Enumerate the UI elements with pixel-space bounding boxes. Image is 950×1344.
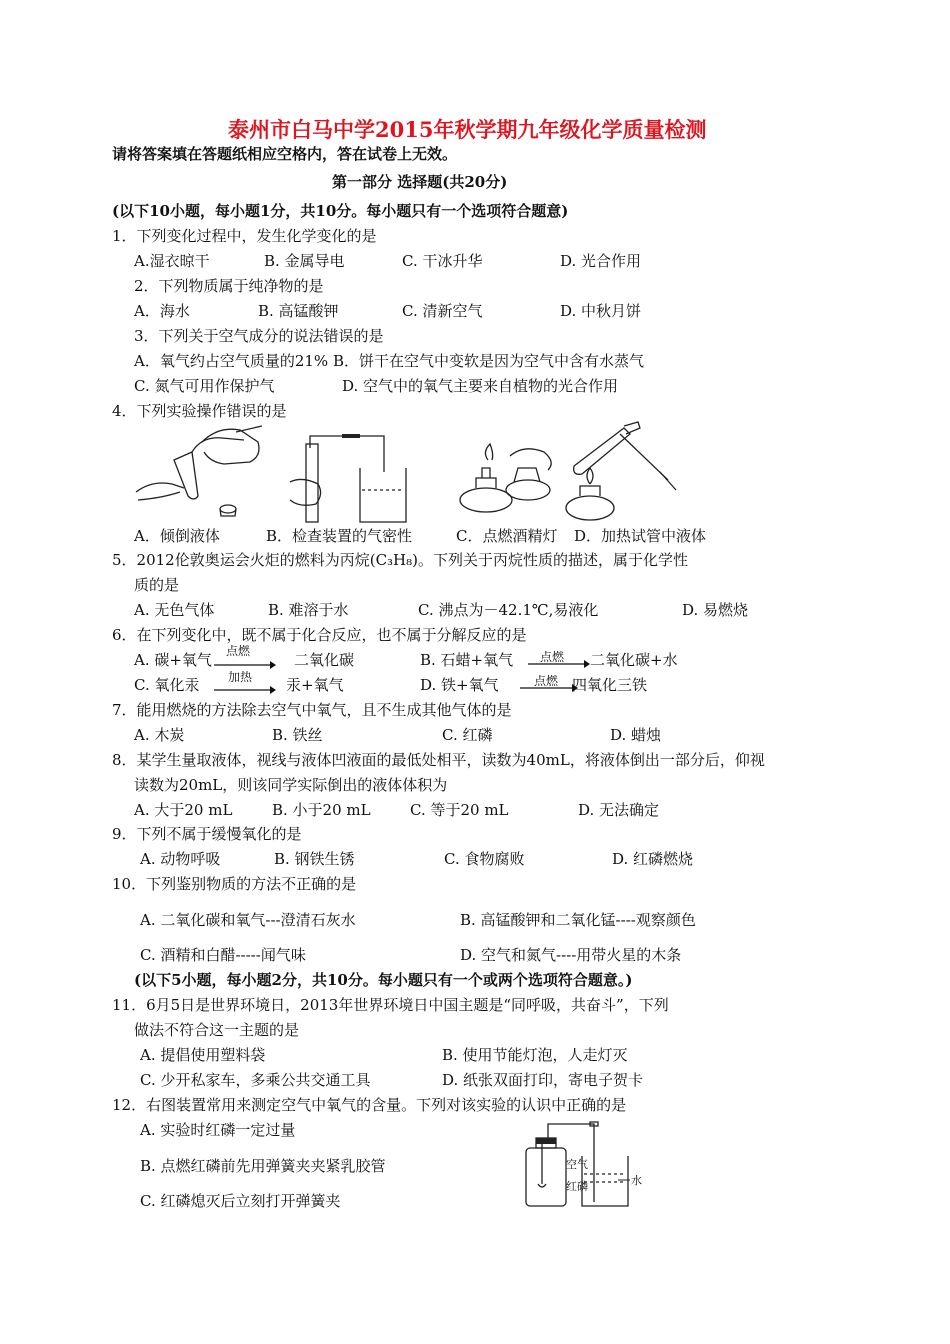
q6-d-arrow bbox=[520, 684, 578, 692]
q12-option-a: A. 实验时红磷一定过量 bbox=[140, 1121, 296, 1139]
q9-option-d: D. 红磷燃烧 bbox=[612, 850, 694, 868]
q6-stem: 6．在下列变化中，既不属于化合反应，也不属于分解反应的是 bbox=[112, 626, 527, 644]
q11-stem-line1: 11．6月5日是世界环境日，2013年世界环境日中国主题是“同呼吸，共奋斗”，下列 bbox=[112, 996, 669, 1014]
q5-stem-line1: 5．2012伦敦奥运会火炬的燃料为丙烷(C₃H₈)。下列关于丙烷性质的描述，属于化学性 bbox=[112, 551, 689, 569]
q4-option-c: C．点燃酒精灯 bbox=[456, 527, 558, 545]
q6-option-a-reactants: A. 碳+氧气 bbox=[134, 651, 212, 669]
q9-stem: 9．下列不属于缓慢氧化的是 bbox=[112, 825, 302, 843]
q1-stem: 1．下列变化过程中，发生化学变化的是 bbox=[112, 227, 377, 245]
pour-liquid-illustration bbox=[132, 422, 272, 522]
q6-option-b-reactants: B. 石蜡+氧气 bbox=[420, 651, 514, 669]
q2-option-c: C. 清新空气 bbox=[402, 302, 483, 320]
q10-option-b: B. 高锰酸钾和二氧化锰----观察颜色 bbox=[460, 911, 696, 929]
part1-heading: 第一部分 选择题(共20分) bbox=[332, 173, 508, 191]
q3-stem: 3．下列关于空气成分的说法错误的是 bbox=[134, 327, 384, 345]
q9-option-a: A. 动物呼吸 bbox=[140, 850, 221, 868]
q1-option-a: A.湿衣晾干 bbox=[134, 252, 210, 270]
heat-test-tube-illustration bbox=[560, 420, 690, 524]
q11-option-b: B. 使用节能灯泡，人走灯灭 bbox=[442, 1046, 628, 1064]
q10-option-c: C. 酒精和白醋-----闻气味 bbox=[140, 946, 306, 964]
q6-option-d-reactants: D. 铁+氧气 bbox=[420, 676, 499, 694]
q5-option-a: A. 无色气体 bbox=[134, 601, 215, 619]
q7-option-a: A. 木炭 bbox=[134, 726, 185, 744]
section2-note: (以下5小题，每小题2分，共10分。每小题只有一个或两个选项符合题意。) bbox=[134, 971, 633, 989]
q8-option-d: D. 无法确定 bbox=[578, 801, 660, 819]
q7-stem: 7．能用燃烧的方法除去空气中氧气，且不生成其他气体的是 bbox=[112, 701, 512, 719]
q3-option-c: C. 氮气可用作保护气 bbox=[134, 377, 275, 395]
q6-a-arrow bbox=[214, 661, 276, 669]
section1-note: (以下10小题，每小题1分，共10分。每小题只有一个选项符合题意) bbox=[112, 202, 569, 220]
q7-option-d: D. 蜡烛 bbox=[610, 726, 662, 744]
q5-stem-line2: 质的是 bbox=[134, 576, 180, 594]
q5-option-c: C. 沸点为－42.1℃,易液化 bbox=[418, 601, 599, 619]
q10-option-a: A. 二氧化碳和氧气---澄清石灰水 bbox=[140, 911, 356, 929]
q4-option-d: D．加热试管中液体 bbox=[574, 527, 707, 545]
q8-stem-line2: 读数为20mL，则该同学实际倒出的液体体积为 bbox=[134, 776, 448, 794]
q2-option-b: B. 高锰酸钾 bbox=[258, 302, 339, 320]
q1-option-b: B. 金属导电 bbox=[264, 252, 345, 270]
q6-d-condition: 点燃 bbox=[534, 674, 559, 688]
q4-stem: 4．下列实验操作错误的是 bbox=[112, 402, 287, 420]
q8-option-b: B. 小于20 mL bbox=[272, 801, 371, 819]
q4-option-a: A．倾倒液体 bbox=[134, 527, 220, 545]
q3-option-ab: A．氧气约占空气质量的21% B．饼干在空气中变软是因为空气中含有水蒸气 bbox=[134, 352, 644, 370]
q4-option-b: B．检查装置的气密性 bbox=[266, 527, 413, 545]
q6-b-condition: 点燃 bbox=[540, 650, 565, 664]
q9-option-c: C. 食物腐败 bbox=[444, 850, 525, 868]
q12-option-b: B. 点燃红磷前先用弹簧夹夹紧乳胶管 bbox=[140, 1157, 386, 1175]
q11-option-c: C. 少开私家车，多乘公共交通工具 bbox=[140, 1071, 371, 1089]
q7-option-c: C. 红磷 bbox=[442, 726, 493, 744]
q2-stem: 2．下列物质属于纯净物的是 bbox=[134, 277, 324, 295]
q6-option-b-products: 二氧化碳+水 bbox=[590, 651, 678, 669]
q6-b-arrow bbox=[528, 660, 590, 668]
q11-stem-line2: 做法不符合这一主题的是 bbox=[134, 1021, 300, 1039]
q3-option-d: D. 空气中的氧气主要来自植物的光合作用 bbox=[342, 377, 619, 395]
q2-option-d: D. 中秋月饼 bbox=[560, 302, 642, 320]
q1-option-d: D. 光合作用 bbox=[560, 252, 642, 270]
q6-option-c-products: 汞+氧气 bbox=[286, 676, 344, 694]
q12-stem: 12．右图装置常用来测定空气中氧气的含量。下列对该实验的认识中正确的是 bbox=[112, 1096, 627, 1114]
q10-stem: 10．下列鉴别物质的方法不正确的是 bbox=[112, 875, 357, 893]
airtightness-check-illustration bbox=[280, 428, 410, 524]
q6-c-arrow bbox=[214, 686, 276, 694]
label-red-phosphorus: 红磷 bbox=[566, 1180, 588, 1193]
page-title: 泰州市白马中学2015年秋学期九年级化学质量检测 bbox=[228, 117, 707, 142]
q1-option-c: C. 干冰升华 bbox=[402, 252, 483, 270]
q12-option-c: C. 红磷熄灭后立刻打开弹簧夹 bbox=[140, 1192, 341, 1210]
oxygen-measurement-apparatus bbox=[518, 1118, 658, 1210]
q8-stem-line1: 8．某学生量取液体，视线与液体凹液面的最低处相平，读数为40mL，将液体倒出一部分后，仰视 bbox=[112, 751, 765, 769]
q6-c-condition: 加热 bbox=[228, 670, 253, 684]
instruction: 请将答案填在答题纸相应空格内，答在试卷上无效。 bbox=[112, 145, 458, 163]
label-water: 水 bbox=[631, 1174, 642, 1187]
q11-option-a: A. 提倡使用塑料袋 bbox=[140, 1046, 266, 1064]
q9-option-b: B. 钢铁生锈 bbox=[274, 850, 355, 868]
q6-option-d-products: 四氧化三铁 bbox=[572, 676, 648, 694]
q8-option-a: A. 大于20 mL bbox=[134, 801, 233, 819]
q11-option-d: D. 纸张双面打印，寄电子贺卡 bbox=[442, 1071, 644, 1089]
label-air: 空气 bbox=[566, 1158, 588, 1171]
q8-option-c: C. 等于20 mL bbox=[410, 801, 509, 819]
q5-option-d: D. 易燃烧 bbox=[682, 601, 749, 619]
q6-a-condition: 点燃 bbox=[226, 644, 251, 658]
q2-option-a: A．海水 bbox=[134, 302, 190, 320]
q10-option-d: D. 空气和氮气----用带火星的木条 bbox=[460, 946, 682, 964]
q6-option-a-products: 二氧化碳 bbox=[294, 651, 355, 669]
light-alcohol-lamp-illustration bbox=[452, 438, 562, 522]
q7-option-b: B. 铁丝 bbox=[272, 726, 323, 744]
q6-option-c-reactants: C. 氧化汞 bbox=[134, 676, 200, 694]
q5-option-b: B. 难溶于水 bbox=[268, 601, 349, 619]
